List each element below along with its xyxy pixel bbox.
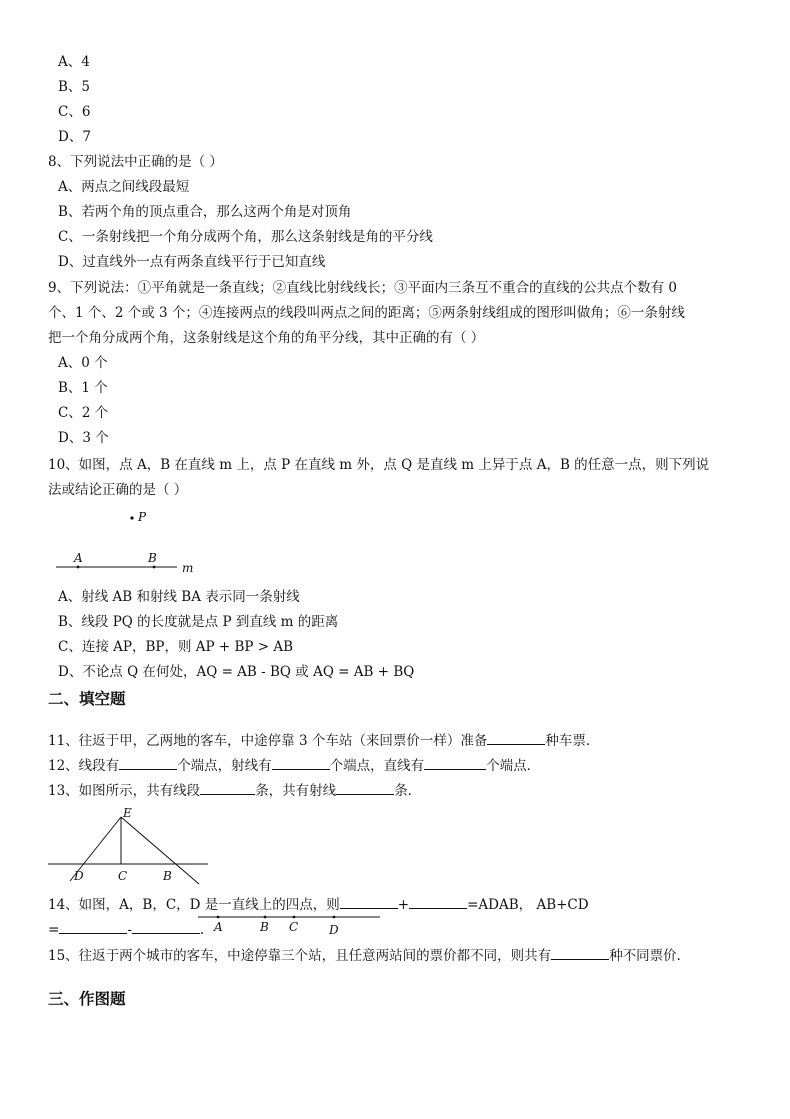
- q8-option-c: C、一条射线把一个角分成两个角，那么这条射线是角的平分线: [58, 229, 433, 245]
- label-a: A: [74, 551, 83, 565]
- q12-text-3: 个端点，直线有: [329, 758, 425, 774]
- q12: [48, 755, 540, 776]
- q13-blank-2[interactable]: [336, 780, 394, 795]
- q11-blank[interactable]: [487, 730, 545, 745]
- q10-figure: [48, 505, 208, 580]
- q15-blank[interactable]: [551, 945, 609, 960]
- label-b: B: [260, 920, 269, 934]
- q14-blank-3[interactable]: [59, 919, 127, 934]
- label-m: m: [182, 561, 194, 575]
- q14-blank-1[interactable]: [340, 894, 398, 909]
- q14-text-1: 14、如图，A，B，C，D 是一直线上的四点，则: [48, 897, 340, 913]
- q12-blank-3[interactable]: [424, 755, 486, 770]
- q10-option-b: B、线段 PQ 的长度就是点 P 到直线 m 的距离: [58, 614, 339, 630]
- q10-option-c: C、连接 AP，BP，则 AP + BP > AB: [58, 639, 294, 655]
- q9-stem-line-1: 9、下列说法：①平角就是一条直线；②直线比射线线长；③平面内三条互不重合的直线的公共点个数有 0: [48, 280, 677, 296]
- label-c: C: [118, 869, 128, 883]
- q12-blank-1[interactable]: [119, 755, 177, 770]
- q14-text-3: =ADAB， AB+CD: [467, 897, 589, 913]
- q12-text-4: 个端点．: [486, 758, 541, 774]
- section-2-heading: 二、填空题: [48, 689, 126, 708]
- point-c: [293, 916, 296, 919]
- q9-option-a: A、0 个: [58, 355, 108, 371]
- q12-text-2: 个端点，射线有: [177, 758, 272, 774]
- q14-text-2: +: [397, 897, 410, 913]
- q7-option-d: D、7: [58, 129, 91, 145]
- q11-text-end: 种车票．: [545, 733, 600, 749]
- q9-stem-line-3: 把一个角分成两个角，这条射线是这个角的角平分线，其中正确的有（ ）: [48, 330, 485, 346]
- q14-blank-2[interactable]: [409, 894, 467, 909]
- q14-text-6: .: [199, 922, 205, 938]
- q13-text-2: 条，共有射线: [255, 783, 337, 799]
- q10-stem-line-1: 10、如图，点 A，B 在直线 m 上，点 P 在直线 m 外，点 Q 是直线 m 上异于点 A，B 的任意一点，则下列说: [48, 457, 710, 473]
- q13: [48, 780, 421, 801]
- q15-text-end: 种不同票价．: [609, 948, 691, 964]
- q11: [48, 730, 599, 751]
- q10-stem-line-2: 法或结论正确的是（ ）: [48, 482, 188, 498]
- q14-text-5: -: [127, 922, 132, 938]
- label-e: E: [123, 806, 132, 820]
- label-b: B: [148, 551, 157, 565]
- q7-option-a: A、4: [58, 54, 90, 70]
- q8-option-d: D、过直线外一点有两条直线平行于已知直线: [58, 254, 326, 270]
- q9-option-c: C、2 个: [58, 405, 109, 421]
- q8-stem: 8、下列说法中正确的是（ ）: [48, 154, 223, 170]
- q14-figure: [196, 910, 382, 936]
- label-d: D: [74, 869, 84, 883]
- q15: [48, 945, 690, 966]
- q9-stem-line-2: 个、1 个、2 个或 3 个；④连接两点的线段叫两点之间的距离；⑤两条射线组成的图形叫做角；⑥一条射线: [48, 305, 685, 321]
- q11-text: 11、往返于甲，乙两地的客车，中途停靠 3 个车站（来回票价一样）准备: [48, 733, 488, 749]
- point-a: [77, 566, 80, 569]
- q10-option-a: A、射线 AB 和射线 BA 表示同一条射线: [58, 589, 300, 605]
- q13-blank-1[interactable]: [200, 780, 255, 795]
- q14-blank-4[interactable]: [132, 919, 200, 934]
- point-b: [264, 916, 267, 919]
- point-d: [333, 916, 336, 919]
- line-eb: [121, 817, 199, 884]
- section-3-heading: 三、作图题: [48, 989, 126, 1008]
- label-d: D: [329, 923, 339, 936]
- q14-line-2: [48, 919, 204, 940]
- q13-text-3: 条．: [394, 783, 422, 799]
- q15-text: 15、往返于两个城市的客车，中途停靠三个站，且任意两站间的票价都不同，则共有: [48, 948, 552, 964]
- q12-blank-2[interactable]: [272, 755, 330, 770]
- q13-figure: [46, 803, 212, 887]
- q8-option-b: B、若两个角的顶点重合，那么这两个角是对顶角: [58, 204, 352, 220]
- q13-text-1: 13、如图所示，共有线段: [48, 783, 201, 799]
- point-b: [153, 566, 156, 569]
- q7-option-c: C、6: [58, 104, 91, 120]
- label-p: P: [138, 510, 147, 524]
- q8-option-a: A、两点之间线段最短: [58, 179, 190, 195]
- q9-option-d: D、3 个: [58, 430, 109, 446]
- q7-option-b: B、5: [58, 79, 91, 95]
- label-a: A: [214, 920, 223, 934]
- point-p: [130, 516, 133, 519]
- q10-option-d: D、不论点 Q 在何处，AQ = AB - BQ 或 AQ = AB + BQ: [58, 664, 415, 680]
- label-b: B: [163, 869, 172, 883]
- label-c: C: [289, 920, 299, 934]
- q14-text-4: =: [48, 922, 60, 938]
- q9-option-b: B、1 个: [58, 380, 108, 396]
- point-a: [217, 916, 220, 919]
- q12-text-1: 12、线段有: [48, 758, 120, 774]
